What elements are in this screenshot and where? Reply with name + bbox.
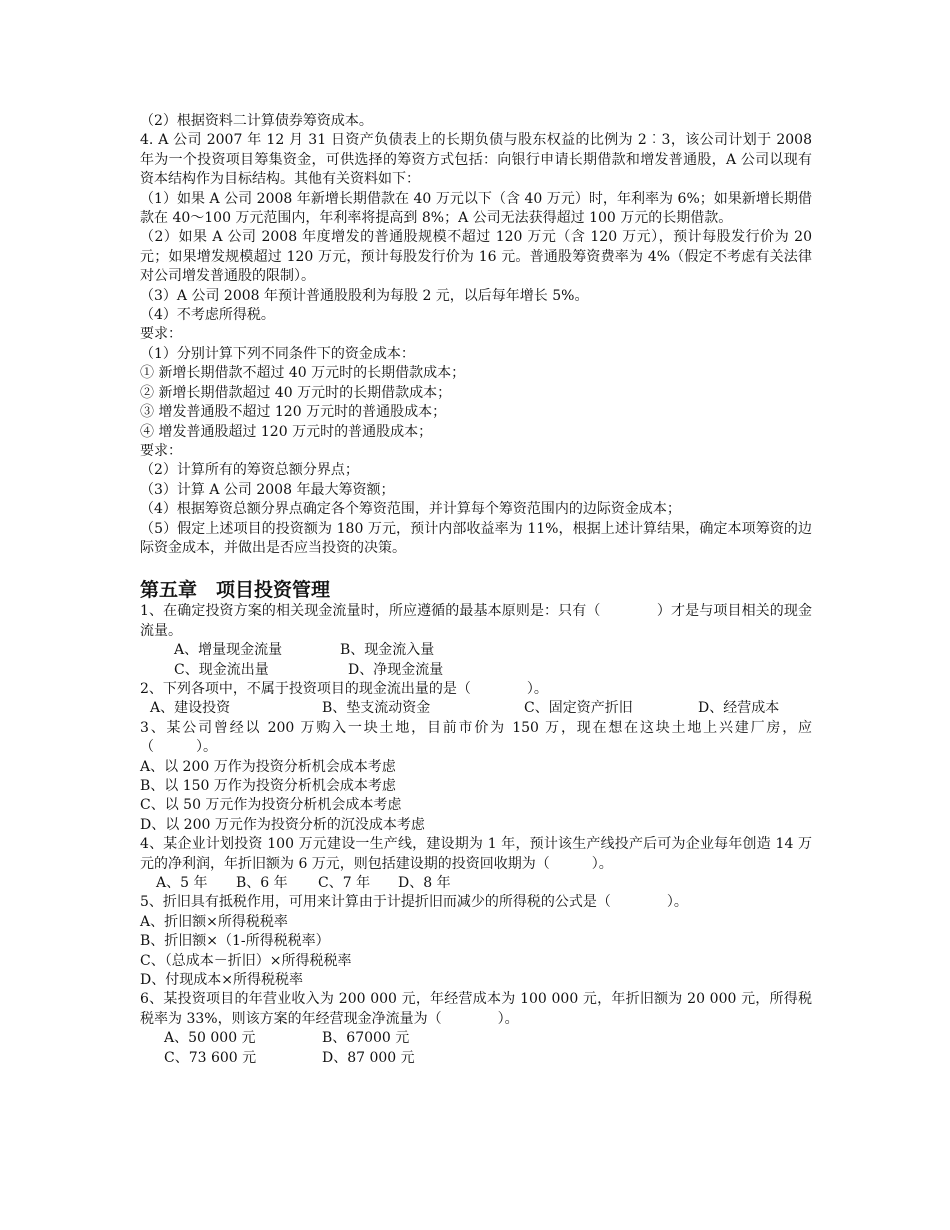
text-line: ④ 增发普通股超过 120 万元时的普通股成本；	[140, 423, 433, 440]
option-a: A、增量现金流量	[174, 642, 283, 659]
text-line: ① 新增长期借款不超过 40 万元时的长期借款成本；	[140, 365, 466, 382]
option-c: C、（总成本－折旧）×所得税税率	[140, 952, 352, 969]
question-1-options-row-2	[140, 661, 812, 680]
text-line: （4）根据筹资总额分界点确定各个筹资范围，并计算每个筹资范围内的边际资金成本；	[140, 501, 681, 518]
text-line: ② 新增长期借款超过 40 万元时的长期借款成本；	[140, 384, 452, 401]
text-line: （1）如果 A 公司 2008 年新增长期借款在 40 万元以下（含 40 万元）时，年利率为 6%；如果新增长期借款在 40～100 万元范围内，年利率将提高到 8%；A 公司无法获得超过 100 万元的长期借款。	[140, 190, 812, 227]
text-line: （4）不考虑所得税。	[140, 307, 275, 324]
option-a: A、折旧额×所得税税率	[140, 913, 288, 930]
option-a: A、建设投资	[150, 700, 231, 717]
question-2-options	[140, 699, 812, 718]
option-d: D、以 200 万元作为投资分析的沉没成本考虑	[140, 816, 425, 833]
text-line: （5）假定上述项目的投资额为 180 万元，预计内部收益率为 11%，根据上述计算结果，确定本项筹资的边际资金成本，并做出是否应当投资的决策。	[140, 520, 812, 556]
option-a: A、5 年	[156, 875, 208, 892]
option-d: D、87 000 元	[322, 1049, 415, 1066]
chapter-title: 第五章 项目投资管理	[140, 579, 331, 602]
option-b: B、以 150 万作为投资分析机会成本考虑	[140, 778, 396, 794]
option-d: D、8 年	[398, 875, 451, 892]
option-c: C、7 年	[318, 875, 371, 892]
option-d: D、付现成本×所得税税率	[140, 972, 303, 989]
option-c: C、固定资产折旧	[524, 700, 633, 717]
option-d: D、净现金流量	[348, 661, 444, 678]
option-d: D、经营成本	[698, 700, 780, 717]
question-4-stem: 4、某企业计划投资 100 万元建设一生产线，建设期为 1 年，预计该生产线投产后可为企业每年创造 14 万元的净利润，年折旧额为 6 万元，则包括建设期的投资回收期为（ ）。	[140, 836, 812, 872]
question-4-stem: 4. A 公司 2007 年 12 月 31 日资产负债表上的长期负债与股东权益的比例为 2︰3，该公司计划于 2008 年为一个投资项目筹集资金，可供选择的筹资方式包括：向银行申请长期借款和增发普通股，A 公司以现有资本结构作为目标结构。其他有关资料如下：	[140, 132, 812, 188]
option-b: B、折旧额×（1-所得税税率）	[140, 933, 330, 950]
spacer	[140, 558, 812, 578]
question-3-stem: 3、某公司曾经以 200 万购入一块土地，目前市价为 150 万，现在想在这块土地上兴建厂房，应（ ）。	[140, 719, 812, 756]
text-line: ③ 增发普通股不超过 120 万元时的普通股成本；	[140, 404, 447, 421]
question-1-stem: 1、在确定投资方案的相关现金流量时，所应遵循的最基本原则是：只有（ ）才是与项目相关的现金流量。	[140, 603, 812, 639]
question-6-stem: 6、某投资项目的年营业收入为 200 000 元，年经营成本为 100 000 元，年折旧额为 20 000 元，所得税税率为 33%，则该方案的年经营现金净流量为（ ）。	[140, 991, 812, 1027]
option-a: A、50 000 元	[164, 1030, 256, 1047]
document-page	[140, 112, 812, 1068]
option-b: B、6 年	[236, 875, 288, 892]
option-b: B、垫支流动资金	[322, 700, 431, 717]
question-2-stem: 2、下列各项中，不属于投资项目的现金流出量的是（ ）。	[140, 680, 548, 697]
question-6-options-row-2	[140, 1049, 812, 1068]
question-5-stem: 5、折旧具有抵税作用，可用来计算由于计提折旧而减少的所得税的公式是（ ）。	[140, 894, 688, 911]
text-line: （3）A 公司 2008 年预计普通股股利为每股 2 元，以后每年增长 5%。	[140, 287, 589, 304]
text-line: （1）分别计算下列不同条件下的资金成本：	[140, 345, 415, 362]
option-b: B、现金流入量	[340, 642, 435, 659]
text-line: （2）根据资料二计算债券筹资成本。	[140, 113, 373, 129]
requirement-heading: 要求：	[140, 442, 182, 459]
question-6-options-row-1	[140, 1029, 812, 1048]
option-c: C、现金流出量	[174, 661, 269, 678]
option-c: C、73 600 元	[164, 1049, 257, 1066]
option-c: C、以 50 万元作为投资分析机会成本考虑	[140, 797, 402, 814]
text-line: （2）计算所有的筹资总额分界点；	[140, 462, 359, 479]
text-line: （2）如果 A 公司 2008 年度增发的普通股规模不超过 120 万元（含 120 万元），预计每股发行价为 20 元；如果增发规模超过 120 万元，预计每股发行价为 16 元。普通股筹资费率为 4%（假定不考虑有关法律对公司增发普通股的限制）。	[140, 229, 812, 285]
option-a: A、以 200 万作为投资分析机会成本考虑	[140, 758, 396, 775]
text-line: （3）计算 A 公司 2008 年最大筹资额；	[140, 481, 395, 498]
question-4-options	[140, 874, 812, 893]
option-b: B、67000 元	[322, 1030, 410, 1047]
requirement-heading: 要求：	[140, 326, 182, 343]
question-1-options-row-1	[140, 641, 812, 660]
